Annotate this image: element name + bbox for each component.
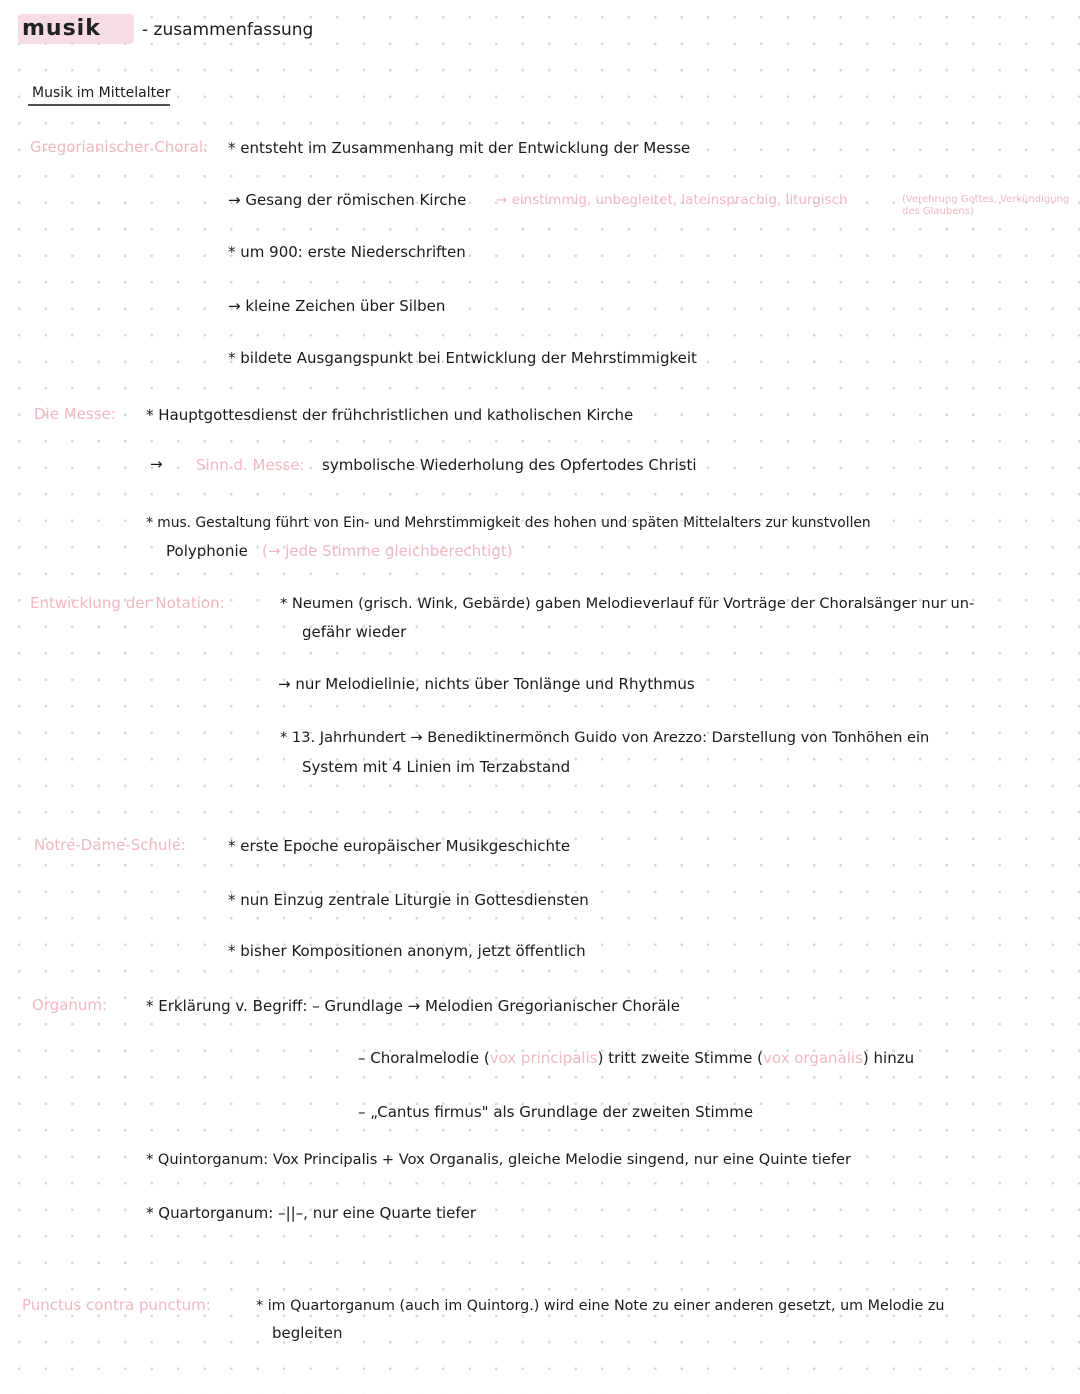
notation-line-2: gefähr wieder (302, 623, 407, 641)
messe-polyphonie: Polyphonie (166, 542, 248, 560)
vox-organalis: vox organalis (763, 1049, 863, 1067)
organum-line-2-c: ) hinzu (862, 1049, 915, 1067)
label-notre-dame: Notre-Dame-Schule: (34, 836, 186, 854)
punctus-line-2: begleiten (272, 1324, 343, 1342)
organum-line-2 (358, 1048, 914, 1068)
punctus-line-1: * im Quartorganum (auch im Quintorg.) wird eine Note zu einer anderen gesetzt, um Melodie zu (256, 1298, 945, 1314)
notation-line-4: * 13. Jahrhundert → Benediktinermönch Guido von Arezzo: Darstellung von Tonhöhen ein (280, 729, 930, 746)
vox-principalis: vox principalis (489, 1049, 598, 1067)
label-notation: Entwicklung der Notation: (30, 594, 225, 612)
gregorian-line-3: * um 900: erste Niederschriften (228, 243, 466, 261)
gregorian-note: (Verehrung Gottes, Verkündigung des Glaubens) (902, 194, 1070, 217)
organum-line-3: – „Cantus firmus" als Grundlage der zweiten Stimme (358, 1103, 754, 1121)
organum-line-5: * Quartorganum: –||–, nur eine Quarte tiefer (146, 1204, 477, 1222)
gregorian-line-1: * entsteht im Zusammenhang mit der Entwicklung der Messe (228, 139, 691, 157)
section-heading: Musik im Mittelalter (32, 85, 171, 101)
notre-dame-line-1: * erste Epoche europäischer Musikgeschichte (228, 837, 571, 855)
notre-dame-line-3: * bisher Kompositionen anonym, jetzt öffentlich (228, 942, 586, 960)
label-messe: Die Messe: (34, 405, 116, 423)
messe-polyphonie-note: (→ jede Stimme gleichberechtigt) (262, 542, 513, 560)
heading-underline (28, 104, 170, 106)
label-punctus: Punctus contra punctum: (22, 1296, 211, 1314)
organum-line-1: * Erklärung v. Begriff: – Grundlage → Melodien Gregorianischer Choräle (146, 997, 680, 1015)
messe-line-1: * Hauptgottesdienst der frühchristlichen und katholischen Kirche (146, 406, 634, 424)
messe-line-3: * mus. Gestaltung führt von Ein- und Mehrstimmigkeit des hohen und späten Mittelalters zur kunstvollen (146, 515, 871, 531)
notre-dame-line-2: * nun Einzug zentrale Liturgie in Gottesdiensten (228, 891, 589, 909)
label-gregorian: Gregorianischer Choral: (30, 138, 209, 156)
label-organum: Organum: (32, 996, 108, 1014)
organum-line-2-a: – Choralmelodie ( (358, 1049, 490, 1067)
messe-arrow: → (150, 455, 163, 473)
gregorian-line-2: → Gesang der römischen Kirche (228, 191, 467, 209)
gregorian-line-5: * bildete Ausgangspunkt bei Entwicklung der Mehrstimmigkeit (228, 349, 697, 367)
messe-line-2: symbolische Wiederholung des Opfertodes Christi (322, 456, 697, 474)
notation-line-1: * Neumen (grisch. Wink, Gebärde) gaben Melodieverlauf für Vorträge der Choralsänger nur un- (280, 595, 975, 612)
organum-line-2-b: ) tritt zweite Stimme ( (597, 1049, 764, 1067)
page-subtitle: - zusammenfassung (142, 20, 314, 40)
notation-line-3: → nur Melodielinie, nichts über Tonlänge und Rhythmus (278, 675, 695, 693)
gregorian-line-2-pink: → einstimmig, unbegleitet, lateinsprachig, liturgisch (496, 192, 848, 208)
messe-sinn-label: Sinn d. Messe: (196, 456, 305, 474)
organum-line-4: * Quintorganum: Vox Principalis + Vox Organalis, gleiche Melodie singend, nur eine Quinte tiefer (146, 1151, 851, 1168)
notation-line-5: System mit 4 Linien im Terzabstand (302, 758, 571, 776)
gregorian-line-4: → kleine Zeichen über Silben (228, 297, 446, 315)
page-title: musik (22, 16, 101, 41)
